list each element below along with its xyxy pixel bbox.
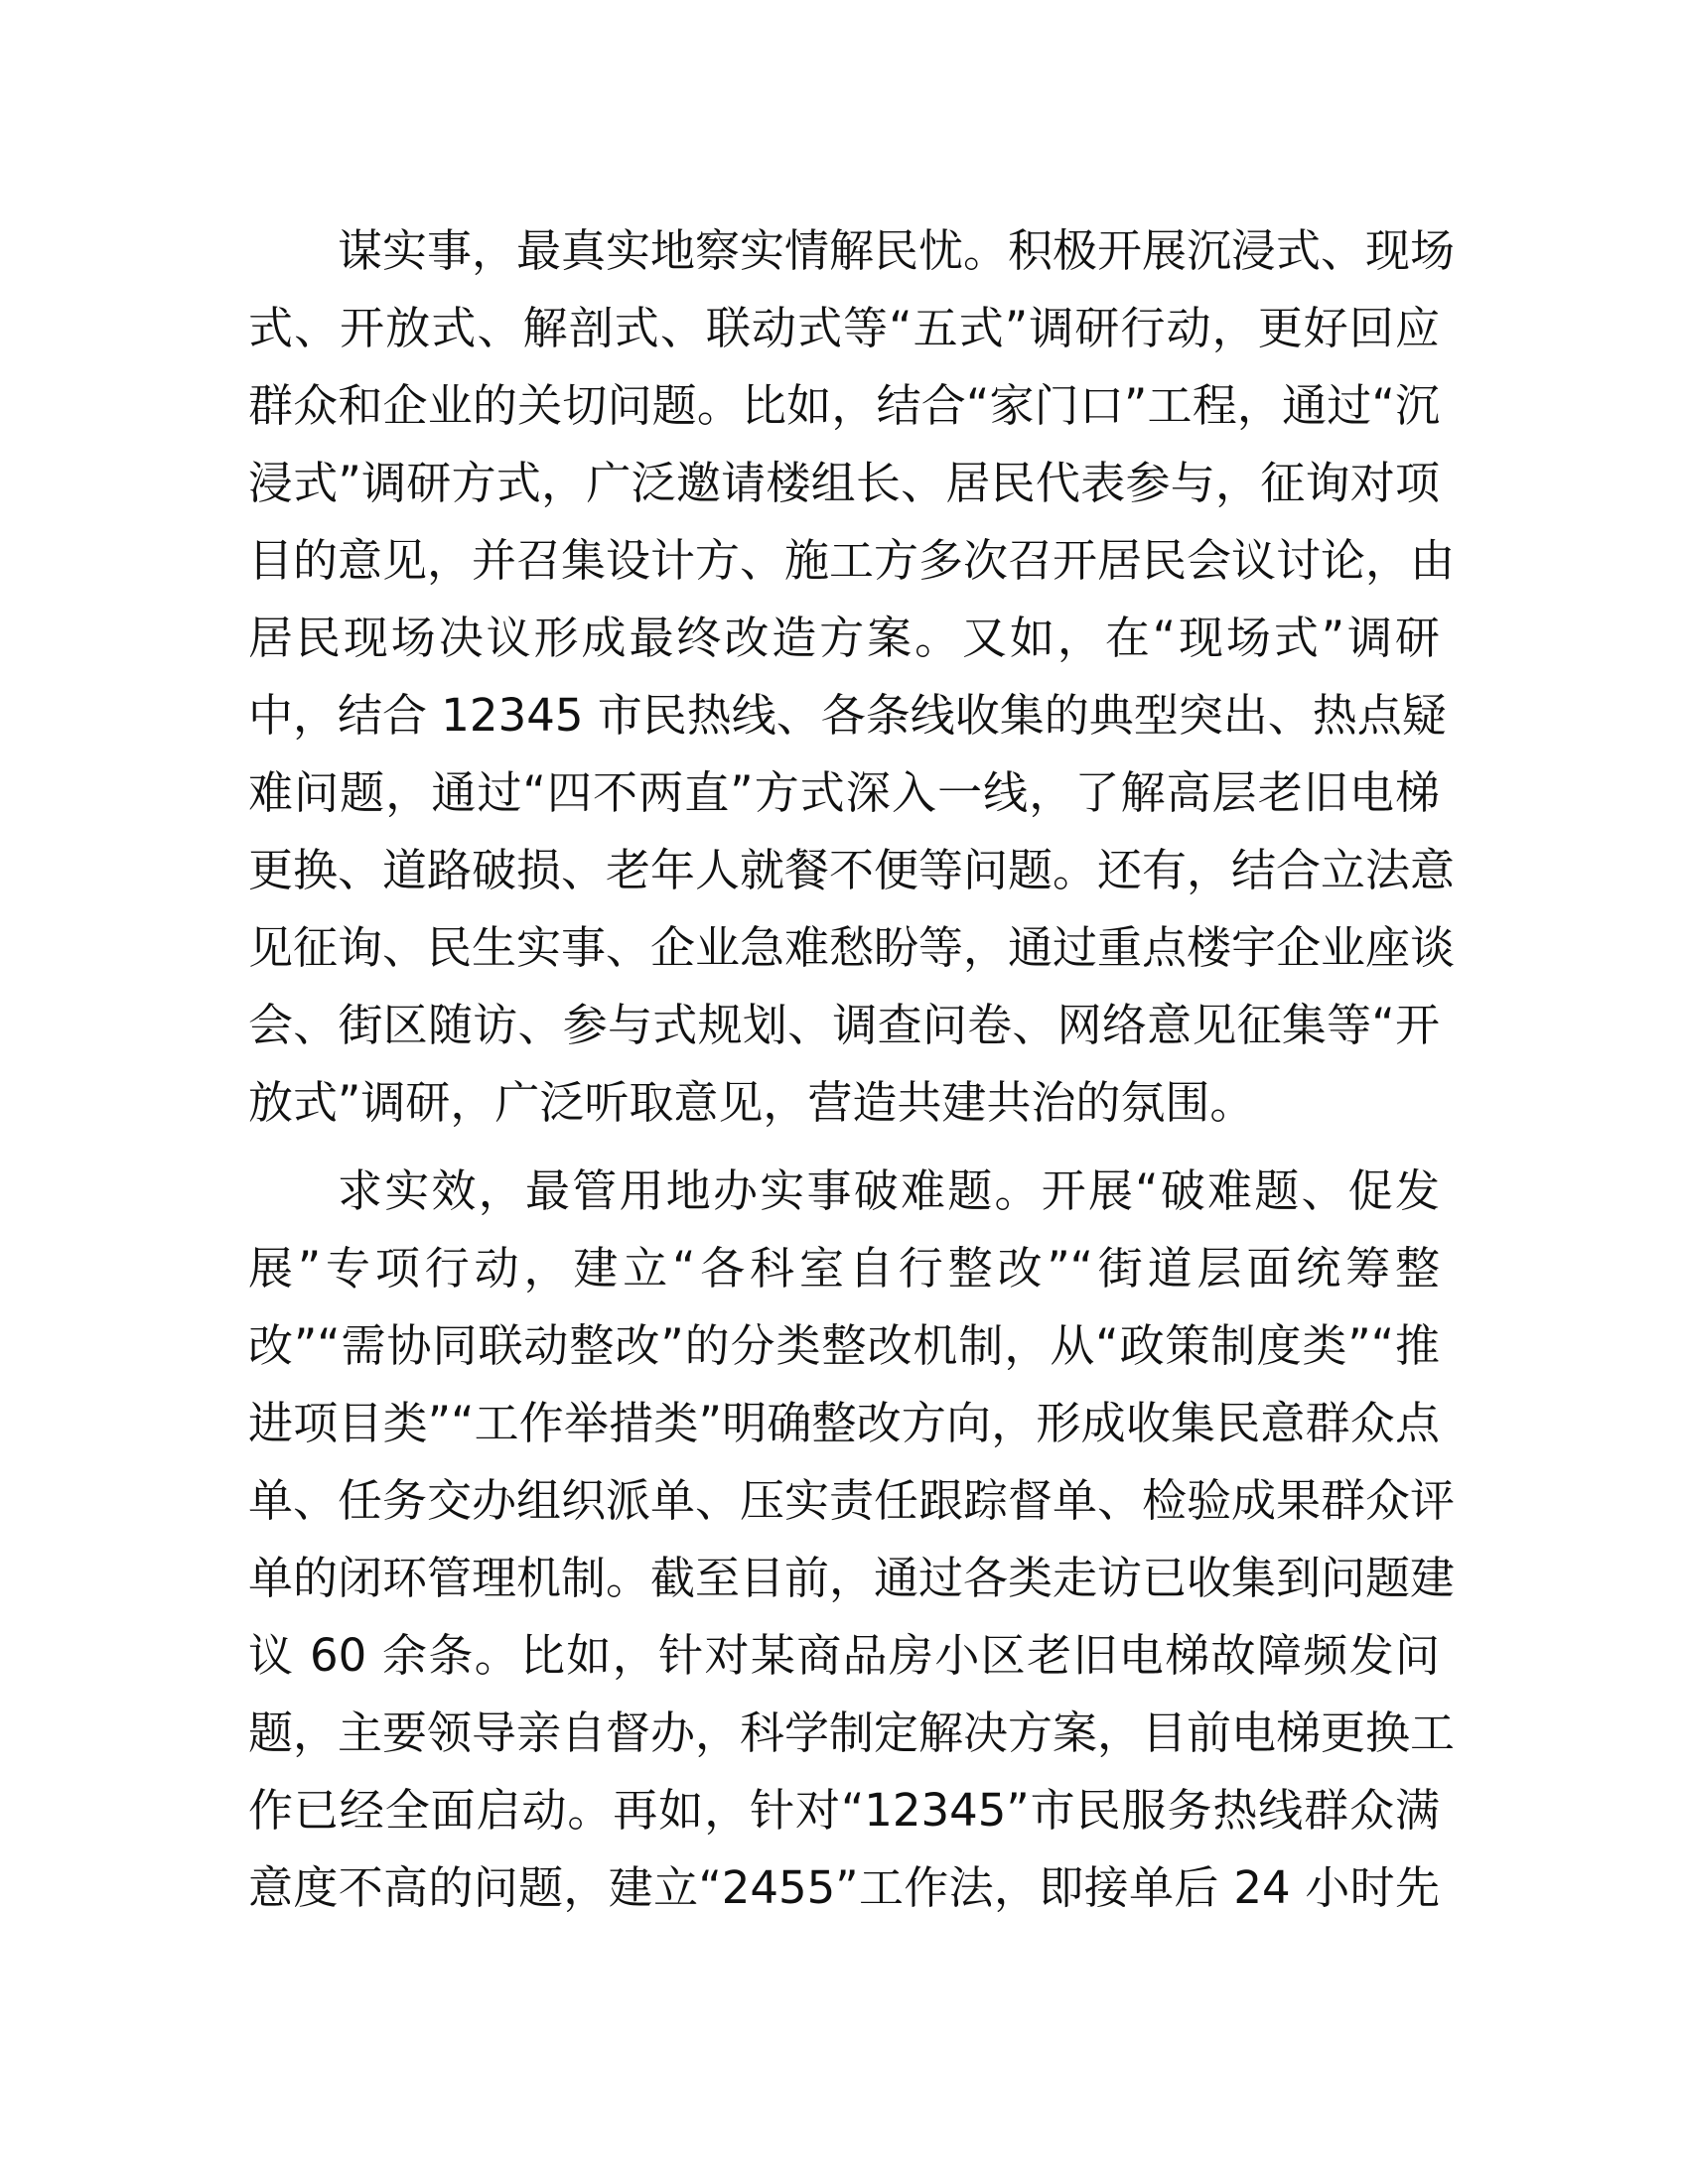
document-body xyxy=(248,212,1456,1927)
paragraph-1 xyxy=(248,212,1456,1142)
text-line: 难问题，通过“四不两直”方式深入一线，了解高层老旧电梯 xyxy=(248,766,1440,819)
text-line: 单、任务交办组织派单、压实责任跟踪督单、检验成果群众评 xyxy=(248,1474,1456,1527)
text-line: 目的意见，并召集设计方、施工方多次召开居民会议讨论，由 xyxy=(248,534,1456,587)
text-line: 浸式”调研方式，广泛邀请楼组长、居民代表参与，征询对项 xyxy=(248,457,1440,509)
text-line: 改”“需协同联动整改”的分类整改机制，从“政策制度类”“推 xyxy=(248,1319,1440,1372)
text-line: 作已经全面启动。再如，针对“12345”市民服务热线群众满 xyxy=(248,1784,1440,1837)
text-line: 进项目类”“工作举措类”明确整改方向，形成收集民意群众点 xyxy=(248,1397,1440,1449)
text-line: 中，结合 12345 市民热线、各条线收集的典型突出、热点疑 xyxy=(248,689,1447,742)
text-line: 题，主要领导亲自督办，科学制定解决方案，目前电梯更换工 xyxy=(248,1706,1456,1759)
text-line: 见征询、民生实事、企业急难愁盼等，通过重点楼宇企业座谈 xyxy=(248,921,1456,974)
text-line: 谋实事，最真实地察实情解民忧。积极开展沉浸式、现场 xyxy=(338,224,1456,277)
text-line: 会、街区随访、参与式规划、调查问卷、网络意见征集等“开 xyxy=(248,999,1440,1051)
paragraph-2 xyxy=(248,1153,1456,1927)
text-line: 求实效，最管用地办实事破难题。开展“破难题、促发 xyxy=(338,1164,1440,1217)
text-line: 意度不高的问题，建立“2455”工作法，即接单后 24 小时先 xyxy=(248,1861,1440,1914)
text-line: 议 60 余条。比如，针对某商品房小区老旧电梯故障频发问 xyxy=(248,1629,1440,1682)
text-line: 展”专项行动，建立“各科室自行整改”“街道层面统筹整 xyxy=(248,1242,1440,1295)
text-line: 居民现场决议形成最终改造方案。又如，在“现场式”调研 xyxy=(248,612,1440,664)
paragraph-spacing xyxy=(248,1142,1440,1153)
text-line: 放式”调研，广泛听取意见，营造共建共治的氛围。 xyxy=(248,1076,1255,1129)
text-line: 单的闭环管理机制。截至目前，通过各类走访已收集到问题建 xyxy=(248,1552,1456,1604)
text-line: 式、开放式、解剖式、联动式等“五式”调研行动，更好回应 xyxy=(248,302,1440,354)
text-line: 群众和企业的关切问题。比如，结合“家门口”工程，通过“沉 xyxy=(248,379,1440,432)
text-line: 更换、道路破损、老年人就餐不便等问题。还有，结合立法意 xyxy=(248,844,1456,896)
